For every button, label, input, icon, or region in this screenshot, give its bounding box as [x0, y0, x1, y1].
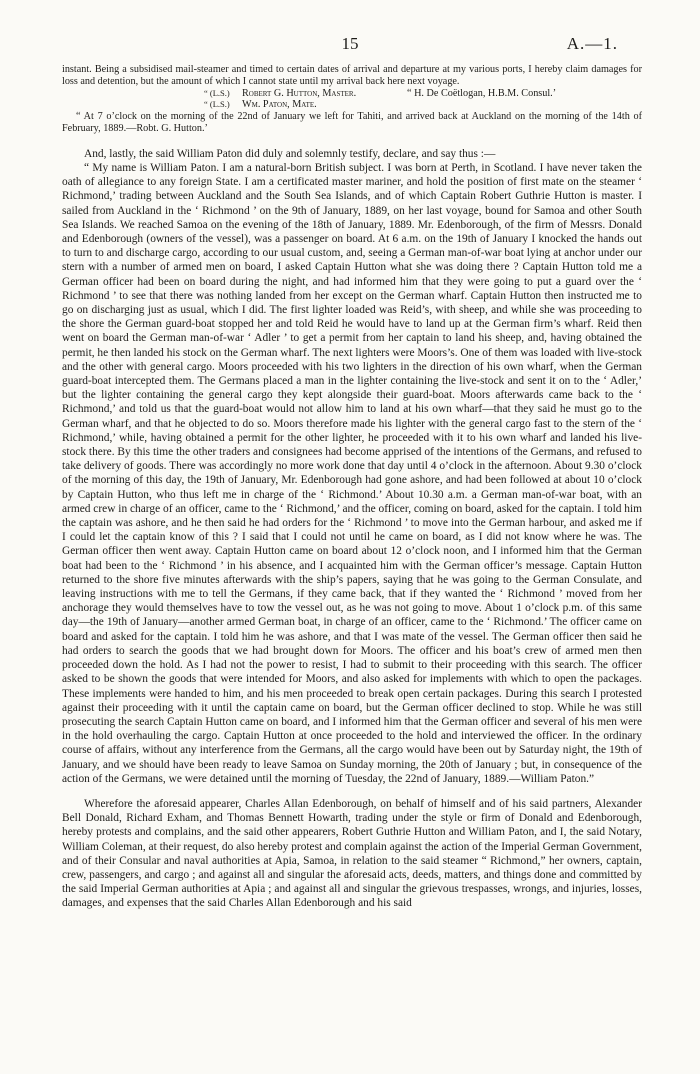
signatory-master: Robert G. Hutton, Master.	[242, 87, 357, 99]
seal-mark: “ (L.S.)	[204, 99, 230, 110]
document-reference: A.—1.	[566, 34, 618, 53]
protest-prelude	[62, 64, 642, 135]
prelude-paragraph: instant. Being a subsidised mail-steamer and timed to certain dates of arrival and departure at my various ports, I hereby claim damages for loss and detention, but the amount of which I cannot state until my arrival back here next voyage.	[62, 64, 642, 87]
signature-line-mate	[62, 99, 642, 111]
signatory-consul: “ H. De Coëtlogan, H.B.M. Consul.’	[407, 87, 557, 99]
closing-protest: Wherefore the aforesaid appearer, Charles Allan Edenborough, on behalf of himself and of his said partners, Alexander Bell Donald, Richard Exham, and Thomas Bennett Howarth, trading under the style or firm of Donald and Edenborough, hereby protests and complains, and the said other appearers, Robert Guthrie Hutton and William Paton, and I, the said Notary, William Coleman, at their request, do also hereby protest and complain against the action of the Imperial German Government, and of their Consular and naval authorities at Apia, Samoa, in relation to the said steamer “ Richmond,” her owners, captain, crew, passengers, and cargo ; and against all and singular the aforesaid acts, deeds, matters, and things done and committed by the said Imperial German authorities at Apia ; and against all and singular the grievous trespasses, wrongs, and injuries, losses, damages, and expenses that the said Charles Allan Edenborough and his said	[62, 797, 642, 910]
postscript-note: “ At 7 o’clock on the morning of the 22nd of January we left for Tahiti, and arrived back at Auckland on the morning of the 14th of February, 1889.—Robt. G. Hutton.’	[62, 111, 642, 134]
testimony-intro: And, lastly, the said William Paton did duly and solemnly testify, declare, and say thus :—	[84, 147, 496, 160]
seal-mark: “ (L.S.)	[204, 87, 230, 98]
testimony-statement: “ My name is William Paton. I am a natural-born British subject. I was born at Perth, in Scotland. I have never taken the oath of allegiance to any foreign State. I am a certificated master mariner, and hold the position of first mate on the steamer ‘ Richmond,’ trading between Auckland and the South Sea Islands, and of which Captain Robert Guthrie Hutton is master. I sailed from Auckland in the ‘ Richmond ’ on the 9th of January, 1889, on her last voyage, bound for Samoa and other South Sea Islands. We reached Samoa on the evening of the 18th of January, 1889. Mr. Edenborough, of the firm of Messrs. Donald and Edenborough (owners of the vessel), was a passenger on board. At 6 a.m. on the 19th of January I knocked the hands out to turn to and discharge cargo, according to our usual custom, and, seeing a German man-of-war boat lying at anchor under our stern with a number of armed men on board, I asked Captain Hutton what she was doing there ? Captain Hutton told me a German officer had been on board during the night, and had informed him that they were going to put a guard over the ‘ Richmond ’ to see that there was nothing landed from her except on the German wharf. Captain Hutton then instructed me to go on discharging just as usual, which I did. The first lighter loaded was Reid’s, with sheep, and while she was proceeding to the shore the German guard-boat stopped her and told Reid he would have to land up at the German firm’s wharf. Reid then went on board the German man-of-war ‘ Adler ’ to get a permit from her captain to land his sheep, and, having obtained the permit, he then landed his stock on the German wharf. The next lighters were Moors’s. One of them was loaded with live-stock and the other with general cargo. Moors proceeded with his two lighters in the direction of his own wharf, when the German guard-boat intercepted them. The Germans placed a man in the lighter containing the live-stock and sent it on to the ‘ Adler,’ but the lighter containing the general cargo they kept alongside their guard-boat. Moors afterwards came back to the ‘ Richmond,’ and told us that the guard-boat would not allow him to land at his own wharf—that they said he must go to the German wharf, and that he objected to do so. Moors therefore made his lighter with the general cargo fast to the stern of the ‘ Richmond,’ while, having obtained a permit for the other lighter, he proceeded with it to his own wharf and landed his live-stock there. By this time the other traders and consignees had become apprised of the intentions of the Germans, and refused to take delivery of goods. There was accordingly no more work done that day until 4 o’clock in the afternoon. About 9.30 o’clock of the morning of this day, the 19th of January, Mr. Edenborough had gone ashore, and had been followed at about 10 o’clock by Captain Hutton, who thus left me in charge of the ‘ Richmond.’ About 10.30 a.m. a German man-of-war boat, with an armed crew in charge of an officer, came to the ‘ Richmond,’ and the officer, coming on board, asked for the captain. I told him the captain was ashore, and he then said he had orders for the ‘ Richmond ’ to move into the German harbour, and asked me if I could let the captain know of this ? I said that I could not until he came on board, as I did not know where he was. The German officer then went away. Captain Hutton came on board about 12 o’clock noon, and I informed him that the German boat had been to the ‘ Richmond ’ in his absence, and I acquainted him with the German officer’s message. Captain Hutton returned to the shore five minutes afterwards with the ship’s papers, saying that he was going to the German Consulate, and leaving instructions with me to tell the Germans, if they came back, that if they wanted the ‘ Richmond ’ moved from her anchorage they would themselves have to tow the vessel out, as he was not going to move. About 1 o’clock p.m. of this same day—the 19th of January—another armed German boat, in charge of an officer, came to the ‘ Richmond.’ The officer came on board and asked for the captain. I told him he was ashore, and that I was mate of the vessel. The German officer then said he had orders to search the goods that we had brought down for Moors. The officer and his boat’s crew of armed men then proceeded down the hold. As I had not the power to resist, I had to submit to their proceeding with this search. The officer asked to be shown the goods that were intended for Moors, and also asked for implements with which to open the packages. These implements were handed to him, and his men proceeded to break open certain packages. During this search I protested against their proceeding with it until the captain came on board, but the German officer declined to stop. While he was still prosecuting the search Captain Hutton came on board, and I informed him that the German officer and several of his men were in the hold overhauling the cargo. Captain Hutton at once proceeded to the hold and interviewed the officer. In the ordinary course of affairs, without any interference from the Germans, all the cargo would have been out by Saturday night, the 19th of January, and we should have been ready to leave Samoa on Sunday morning, the 20th of January ; but, in consequence of the action of the Germans, we were detained until the morning of Tuesday, the 22nd of January, 1889.—William Paton.”	[62, 161, 642, 785]
document-body	[62, 147, 642, 911]
page-content	[62, 64, 642, 911]
page-number: 15	[341, 34, 359, 53]
signature-line-master	[62, 88, 642, 100]
signatory-mate: Wm. Paton, Mate.	[242, 99, 317, 111]
